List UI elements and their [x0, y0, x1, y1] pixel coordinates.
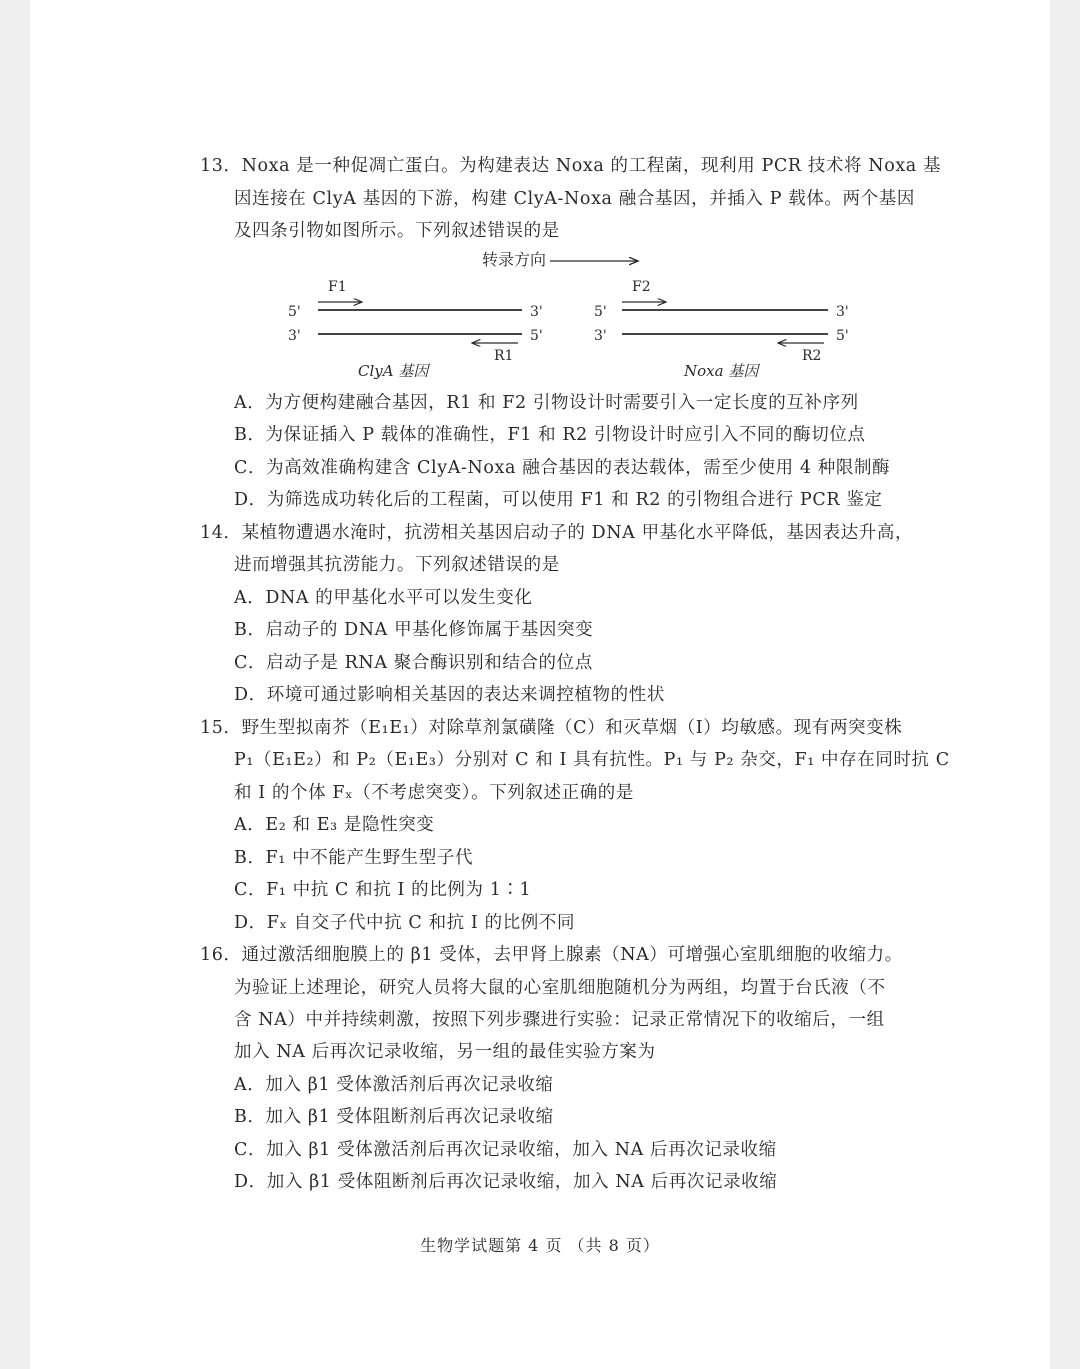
q14-stem-line-2: 进而增强其抗涝能力。下列叙述错误的是: [234, 555, 560, 575]
q13-stem-line-1: 13．Noxa 是一种促凋亡蛋白。为构建表达 Noxa 的工程菌，现利用 PCR 技术将 Noxa 基: [200, 156, 942, 176]
primer-f2-label: F2: [632, 279, 651, 295]
left-bottom-5-end: 5': [530, 328, 543, 344]
page-footer: 生物学试题第 4 页 （共 8 页）: [420, 1236, 660, 1255]
q14-option-d: D．环境可通过影响相关基因的表达来调控植物的性状: [234, 685, 665, 705]
primer-r1-label: R1: [494, 348, 514, 364]
q14-option-b: B．启动子的 DNA 甲基化修饰属于基因突变: [234, 620, 594, 640]
noxa-gene-label: Noxa 基因: [684, 362, 759, 380]
exam-page: [30, 0, 1050, 1369]
q15-stem-line-2: P₁（E₁E₂）和 P₂（E₁E₃）分别对 C 和 I 具有抗性。P₁ 与 P₂ 杂交，F₁ 中存在同时抗 C: [234, 750, 950, 770]
page-content: [30, 0, 1050, 1369]
q13-stem-line-2: 因连接在 ClyA 基因的下游，构建 ClyA-Noxa 融合基因，并插入 P 载体。两个基因: [234, 189, 915, 209]
q16-option-d: D．加入 β1 受体阻断剂后再次记录收缩，加入 NA 后再次记录收缩: [234, 1172, 778, 1192]
primer-r2-label: R2: [802, 348, 822, 364]
left-top-5-end: 5': [288, 304, 301, 320]
q16-option-c: C．加入 β1 受体激活剂后再次记录收缩，加入 NA 后再次记录收缩: [234, 1140, 777, 1160]
q14-option-a: A．DNA 的甲基化水平可以发生变化: [234, 588, 533, 608]
q16-stem-line-2: 为验证上述理论，研究人员将大鼠的心室肌细胞随机分为两组，均置于台氏液（不: [234, 978, 886, 998]
primer-f1-label: F1: [328, 279, 347, 295]
q14-stem-line-1: 14．某植物遭遇水淹时，抗涝相关基因启动子的 DNA 甲基化水平降低，基因表达升高，: [200, 523, 914, 543]
q15-stem-line-1: 15．野生型拟南芥（E₁E₁）对除草剂氯磺隆（C）和灭草烟（I）均敏感。现有两突变株: [200, 718, 903, 738]
right-top-5-end: 5': [594, 304, 607, 320]
clya-gene-label: ClyA 基因: [358, 362, 429, 380]
primer-diagram: [250, 245, 890, 385]
q14-option-c: C．启动子是 RNA 聚合酶识别和结合的位点: [234, 653, 593, 673]
q15-option-a: A．E₂ 和 E₃ 是隐性突变: [234, 815, 435, 835]
left-top-3-end: 3': [530, 304, 543, 320]
direction-label: 转录方向: [482, 250, 547, 269]
left-bottom-3-end: 3': [288, 328, 301, 344]
q15-option-c: C．F₁ 中抗 C 和抗 I 的比例为 1∶1: [234, 880, 532, 900]
q16-option-b: B．加入 β1 受体阻断剂后再次记录收缩: [234, 1107, 554, 1127]
right-bottom-5-end: 5': [836, 328, 849, 344]
q15-option-d: D．Fₓ 自交子代中抗 C 和抗 I 的比例不同: [234, 913, 576, 933]
right-bottom-3-end: 3': [594, 328, 607, 344]
q13-option-d: D．为筛选成功转化后的工程菌，可以使用 F1 和 R2 的引物组合进行 PCR 鉴定: [234, 490, 883, 510]
q13-option-c: C．为高效准确构建含 ClyA-Noxa 融合基因的表达载体，需至少使用 4 种限制酶: [234, 458, 891, 478]
q16-stem-line-3: 含 NA）中并持续刺激，按照下列步骤进行实验：记录正常情况下的收缩后，一组: [234, 1010, 885, 1030]
q13-option-a: A．为方便构建融合基因，R1 和 F2 引物设计时需要引入一定长度的互补序列: [234, 393, 859, 413]
q16-option-a: A．加入 β1 受体激活剂后再次记录收缩: [234, 1075, 554, 1095]
q13-option-b: B．为保证插入 P 载体的准确性，F1 和 R2 引物设计时应引入不同的酶切位点: [234, 425, 866, 445]
right-top-3-end: 3': [836, 304, 849, 320]
q16-stem-line-4: 加入 NA 后再次记录收缩，另一组的最佳实验方案为: [234, 1042, 656, 1062]
q13-stem-line-3: 及四条引物如图所示。下列叙述错误的是: [234, 221, 560, 241]
q15-option-b: B．F₁ 中不能产生野生型子代: [234, 848, 474, 868]
q15-stem-line-3: 和 I 的个体 Fₓ（不考虑突变）。下列叙述正确的是: [234, 783, 635, 803]
q16-stem-line-1: 16．通过激活细胞膜上的 β1 受体，去甲肾上腺素（NA）可增强心室肌细胞的收缩力。: [200, 945, 903, 965]
